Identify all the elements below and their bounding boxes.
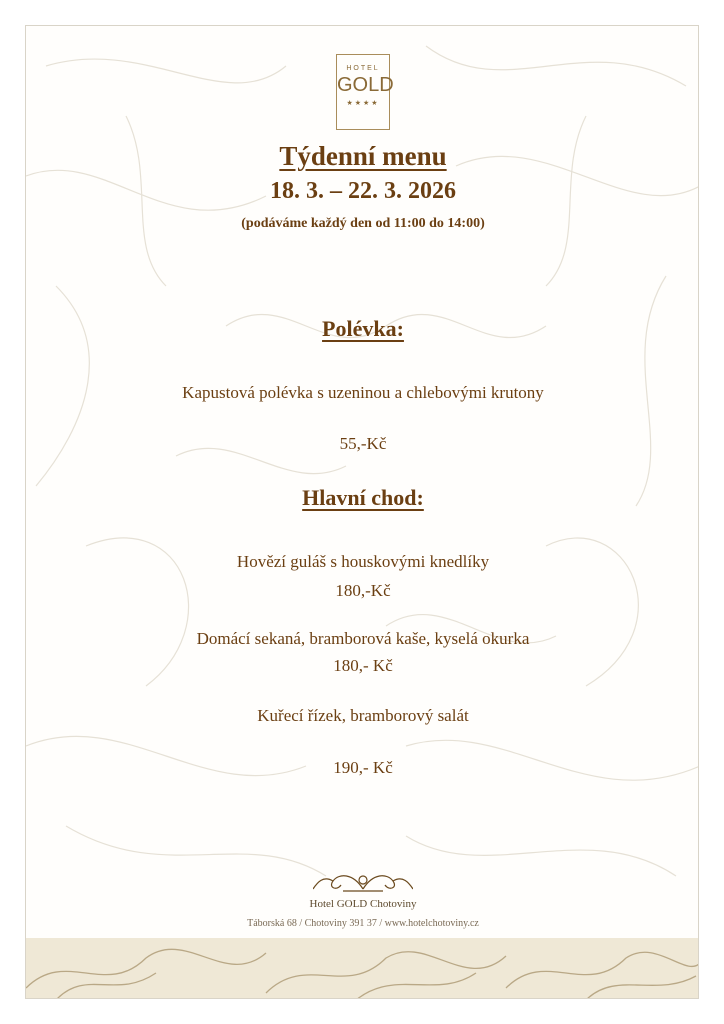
main-item-2-name: Domácí sekaná, bramborová kaše, kyselá okurka <box>196 629 530 648</box>
hotel-gold-logo <box>336 54 394 130</box>
serving-hours: (podáváme každý den od 11:00 do 14:00) <box>241 216 485 231</box>
main-item-1-name: Hovězí guláš s houskovými knedlíky <box>236 552 490 571</box>
soup-name: Kapustová polévka s uzeninou a chlebovými krutony <box>182 383 544 402</box>
soup-heading: Polévka: <box>322 316 404 341</box>
footer-address: Táborská 68 / Chotoviny 391 37 / www.hotelchotoviny.cz <box>247 918 479 929</box>
main-item-3-name: Kuřecí řízek, bramborový salát <box>257 706 469 725</box>
logo-gold-text: GOLD <box>337 74 394 96</box>
footer-ornament-icon <box>313 869 413 895</box>
menu-page <box>25 25 699 999</box>
main-item-1-price: 180,-Kč <box>335 581 391 600</box>
soup-price: 55,-Kč <box>339 434 387 453</box>
leaf-band-pattern <box>26 938 699 999</box>
footer-hotel-name: Hotel GOLD Chotoviny <box>309 898 417 910</box>
logo-stars: ★★★★ <box>346 99 380 107</box>
main-item-2-price: 180,- Kč <box>333 656 393 675</box>
decorative-bottom-band <box>26 938 699 999</box>
logo-hotel-text: HOTEL <box>346 65 380 72</box>
main-course-heading: Hlavní chod: <box>302 485 424 510</box>
main-item-3-price: 190,- Kč <box>333 758 393 777</box>
menu-dates: 18. 3. – 22. 3. 2026 <box>270 178 456 204</box>
menu-title: Týdenní menu <box>279 141 447 171</box>
